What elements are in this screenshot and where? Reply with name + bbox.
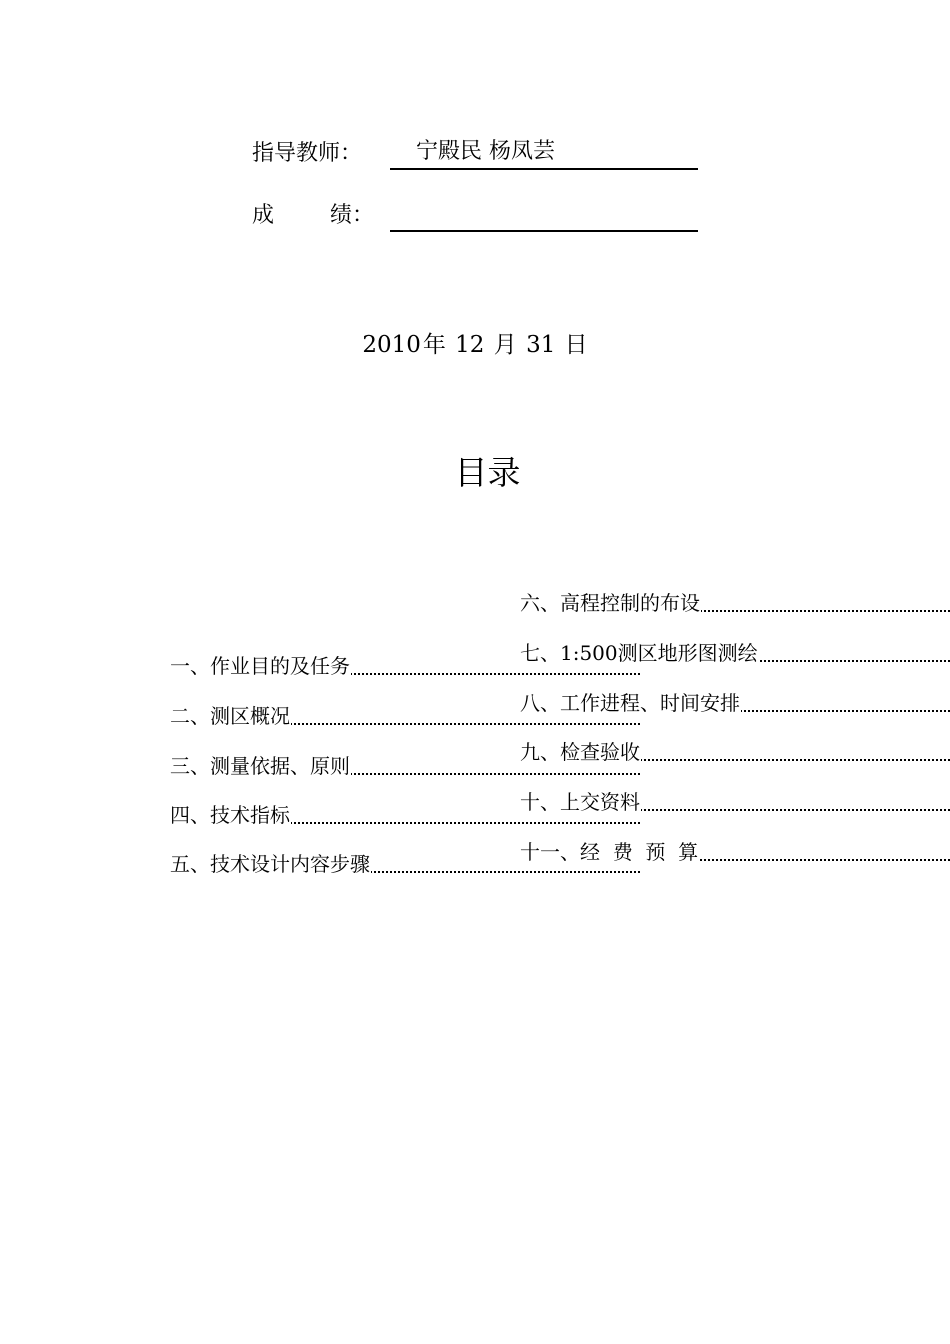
date-year: 2010 <box>362 332 421 358</box>
advisor-value: 宁殿民 杨凤芸 <box>416 139 555 164</box>
toc-entry-label: 八、工作进程、时间安排 <box>520 691 740 715</box>
toc-entry-label: 四、技术指标 <box>170 803 290 827</box>
toc-entry-label: 一、作业目的及任务 <box>170 654 350 678</box>
toc-entry[interactable] <box>520 585 950 621</box>
toc-entry[interactable] <box>520 685 950 721</box>
date-month-unit: 月 <box>493 332 517 358</box>
toc-entry[interactable] <box>520 635 950 671</box>
toc-entry-label: 五、技术设计内容步骤 <box>170 852 370 876</box>
toc-entry[interactable] <box>520 734 950 770</box>
advisor-label: 指导教师： <box>252 141 363 166</box>
date-month: 12 <box>455 332 485 358</box>
toc-entry-label: 三、测量依据、原则 <box>170 754 350 778</box>
toc-entry-label: 十、上交资料 <box>520 790 640 814</box>
grade-field <box>390 196 698 232</box>
date-year-unit: 年 <box>422 332 446 358</box>
report-date <box>0 325 950 365</box>
toc-entry-label: 十一、经 费 预 算 <box>520 840 699 864</box>
toc-entry-label: 七、1:500测区地形图测绘 <box>520 641 758 665</box>
toc-entry-label: 六、高程控制的布设 <box>520 591 700 615</box>
date-day: 31 <box>526 332 556 358</box>
toc-title: 目录 <box>454 453 521 492</box>
advisor-field <box>390 134 698 170</box>
toc-entry[interactable] <box>520 834 950 870</box>
toc-entry-label: 二、测区概况 <box>170 704 290 728</box>
toc-entry[interactable] <box>520 784 950 820</box>
grade-label: 成 绩： <box>252 203 374 228</box>
toc-entry-label: 九、检查验收 <box>520 740 640 764</box>
date-day-unit: 日 <box>564 332 588 358</box>
